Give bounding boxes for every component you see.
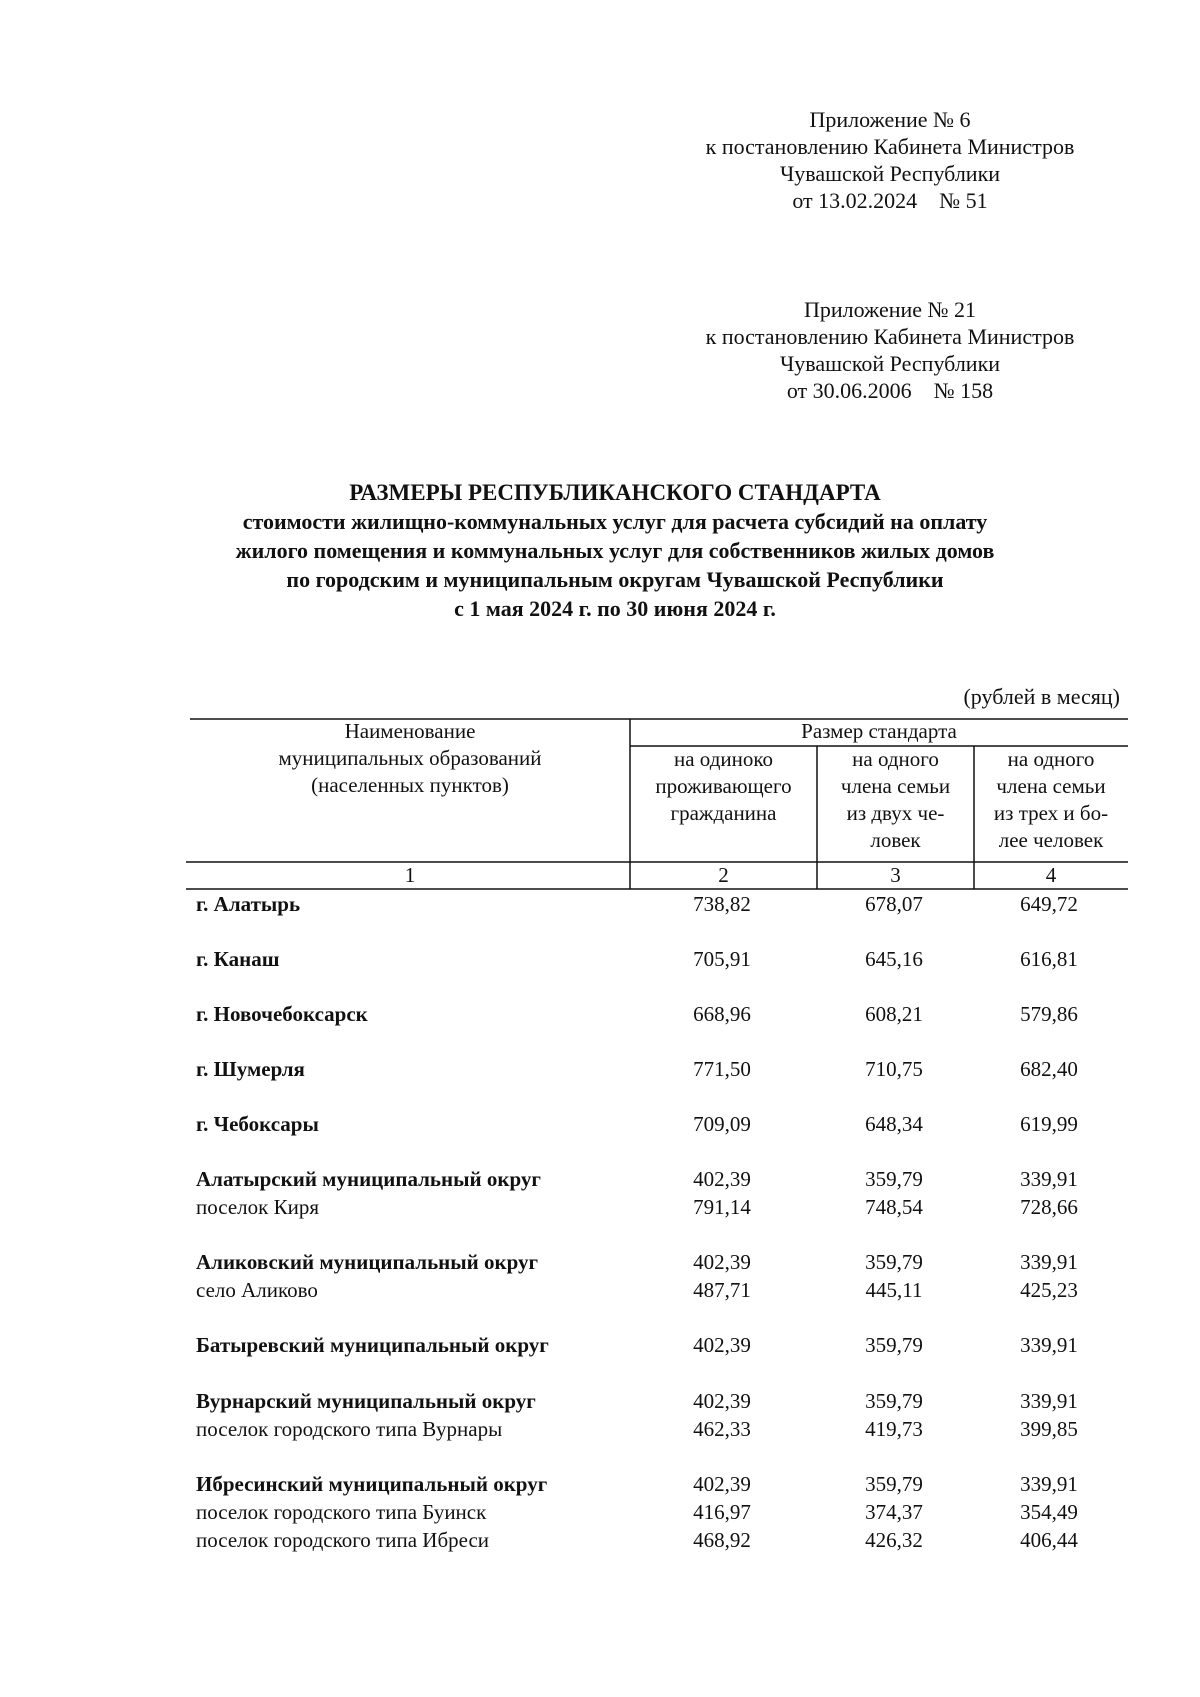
value-three-plus: 339,91: [1020, 1389, 1078, 1413]
row-name: г. Канаш: [196, 947, 280, 971]
value-single: 402,39: [693, 1389, 751, 1413]
annex-current-republic: Чувашской Республики: [779, 161, 1001, 186]
value-two-person: 374,37: [865, 1500, 923, 1524]
value-single: 771,50: [693, 1057, 751, 1081]
header-single-citizen: на одиноко проживающего гражданина: [655, 747, 792, 825]
column-number-2: 2: [718, 863, 729, 887]
value-single: 468,92: [693, 1528, 751, 1552]
annex-original-republic: Чувашской Республики: [779, 351, 1001, 376]
column-number-4: 4: [1045, 863, 1057, 887]
title-line-2: стоимости жилищно-коммунальных услуг для расчета субсидий на оплату: [242, 509, 988, 534]
value-two-person: 359,79: [865, 1472, 923, 1496]
value-two-person: 359,79: [865, 1333, 923, 1357]
row-name: г. Шумерля: [196, 1057, 305, 1081]
value-two-person: 710,75: [865, 1057, 923, 1081]
value-three-plus: 399,85: [1020, 1417, 1078, 1441]
row-name: Аликовский муниципальный округ: [196, 1250, 539, 1274]
value-two-person: 359,79: [865, 1389, 923, 1413]
row-name: Вурнарский муниципальный округ: [196, 1389, 536, 1413]
value-three-plus: 406,44: [1020, 1528, 1078, 1552]
value-single: 709,09: [693, 1112, 751, 1136]
value-two-person: 426,32: [865, 1528, 923, 1552]
value-two-person: 678,07: [865, 892, 923, 916]
value-two-person: 645,16: [865, 947, 923, 971]
value-two-person: 445,11: [865, 1278, 923, 1302]
row-name: поселок городского типа Буинск: [196, 1500, 487, 1524]
value-single: 487,71: [693, 1278, 751, 1302]
annex-original-number: Приложение № 21: [803, 297, 977, 322]
value-three-plus: 649,72: [1020, 892, 1078, 916]
annex-current-number: Приложение № 6: [809, 107, 971, 132]
header-three-plus-family: на одного члена семьи из трех и бо- лее человек: [993, 747, 1109, 852]
header-two-person-family: на одного члена семьи из двух че- ловек: [840, 747, 951, 852]
row-name: Ибресинский муниципальный округ: [196, 1472, 548, 1496]
value-three-plus: 354,49: [1020, 1500, 1078, 1524]
header-standard-size: Размер стандарта: [801, 719, 957, 743]
value-three-plus: 339,91: [1020, 1167, 1078, 1191]
value-two-person: 359,79: [865, 1167, 923, 1191]
row-name: поселок Киря: [196, 1195, 319, 1219]
value-single: 402,39: [693, 1167, 751, 1191]
value-single: 402,39: [693, 1250, 751, 1274]
row-name: Батыревский муниципальный округ: [196, 1333, 549, 1357]
value-three-plus: 339,91: [1020, 1250, 1078, 1274]
value-single: 462,33: [693, 1417, 751, 1441]
value-three-plus: 425,23: [1020, 1278, 1078, 1302]
value-three-plus: 579,86: [1020, 1002, 1078, 1026]
value-single: 668,96: [693, 1002, 751, 1026]
value-three-plus: 682,40: [1020, 1057, 1078, 1081]
value-single: 791,14: [693, 1195, 751, 1219]
value-single: 416,97: [693, 1500, 751, 1524]
value-single: 402,39: [693, 1472, 751, 1496]
row-name: г. Чебоксары: [196, 1112, 319, 1136]
title-line-4: по городским и муниципальным округам Чувашской Республики: [286, 567, 944, 592]
value-three-plus: 728,66: [1020, 1195, 1078, 1219]
title-line-5: с 1 мая 2024 г. по 30 июня 2024 г.: [454, 596, 776, 621]
row-name: поселок городского типа Ибреси: [196, 1528, 490, 1552]
value-three-plus: 339,91: [1020, 1333, 1078, 1357]
value-two-person: 359,79: [865, 1250, 923, 1274]
row-name: г. Новочебоксарск: [196, 1002, 368, 1026]
value-three-plus: 616,81: [1020, 947, 1078, 971]
value-single: 402,39: [693, 1333, 751, 1357]
value-three-plus: 619,99: [1020, 1112, 1078, 1136]
row-name: г. Алатырь: [196, 892, 301, 916]
value-two-person: 608,21: [865, 1002, 923, 1026]
column-number-3: 3: [890, 863, 901, 887]
title-line-3: жилого помещения и коммунальных услуг для собственников жилых домов: [235, 538, 995, 563]
header-municipality-name: Наименование муниципальных образований (населенных пунктов): [278, 719, 542, 797]
row-name: поселок городского типа Вурнары: [196, 1417, 503, 1441]
annex-current-resolution: к постановлению Кабинета Министров: [705, 134, 1075, 159]
annex-original-date: от 30.06.2006 № 158: [786, 378, 994, 403]
value-single: 738,82: [693, 892, 751, 916]
row-name: Алатырский муниципальный округ: [196, 1167, 541, 1191]
annex-current-date: от 13.02.2024 № 51: [792, 188, 988, 213]
units-note: (рублей в месяц): [963, 684, 1120, 709]
annex-original-resolution: к постановлению Кабинета Министров: [705, 324, 1075, 349]
column-number-1: 1: [404, 863, 416, 887]
value-two-person: 648,34: [865, 1112, 923, 1136]
value-three-plus: 339,91: [1020, 1472, 1078, 1496]
value-two-person: 419,73: [865, 1417, 923, 1441]
value-two-person: 748,54: [865, 1195, 923, 1219]
title-main: РАЗМЕРЫ РЕСПУБЛИКАНСКОГО СТАНДАРТА: [349, 480, 881, 505]
row-name: село Аликово: [196, 1278, 318, 1302]
value-single: 705,91: [693, 947, 751, 971]
